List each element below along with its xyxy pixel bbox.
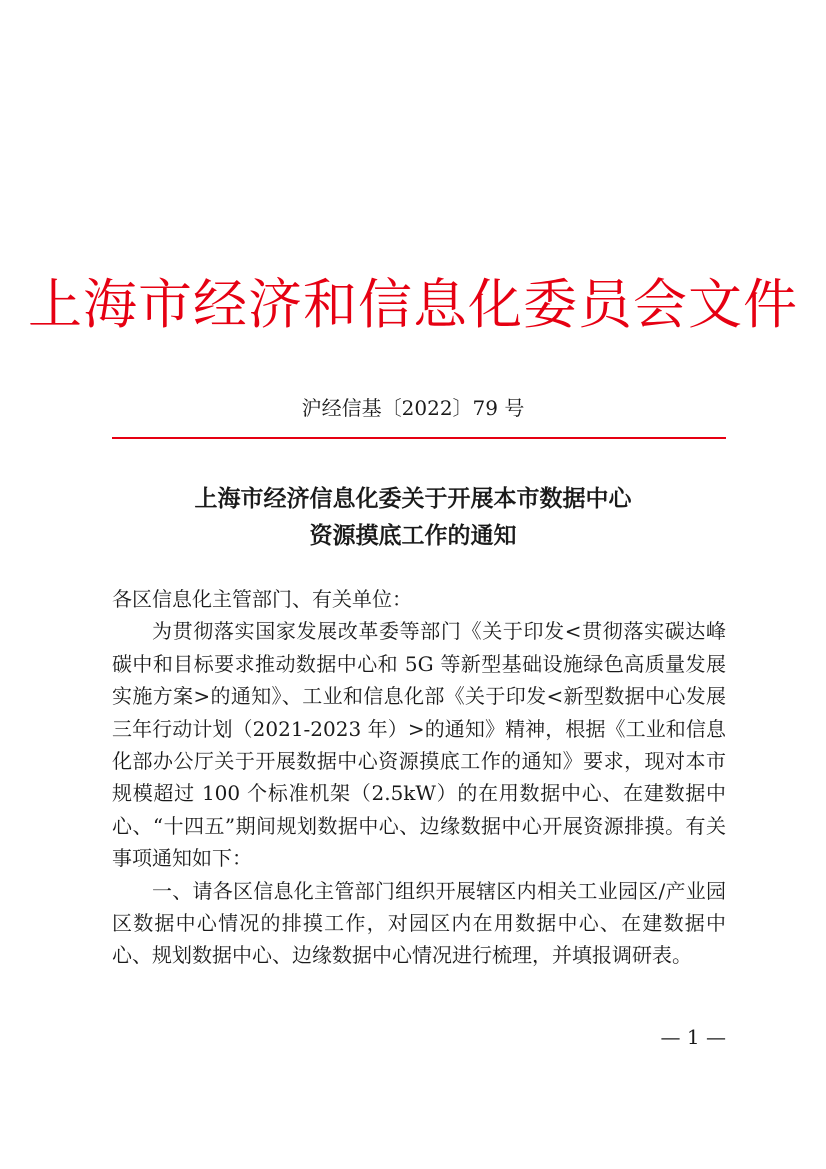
document-issuer-title: 上海市经济和信息化委员会文件 [28,273,798,336]
salutation: 各区信息化主管部门、有关单位： [112,587,412,611]
page-number: — 1 — [660,1025,726,1049]
body-paragraph-2: 一、请各区信息化主管部门组织开展辖区内相关工业园区/产业园区数据中心情况的排摸工作，对园区内在用数据中心、在建数据中心、规划数据中心、边缘数据中心情况进行梳理，并填报调研表。 [112,878,726,968]
document-body [112,583,726,972]
notice-title-line-1: 上海市经济信息化委关于开展本市数据中心 [194,485,632,512]
body-paragraph-1: 为贯彻落实国家发展改革委等部门《关于印发<贯彻落实碳达峰碳中和目标要求推动数据中心和 5G 等新型基础设施绿色高质量发展实施方案>的通知》、工业和信息化部《关于印发<新型数据中心发展三年行动计划（2021-2023 年）>的通知》精神，根据《工业和信息化部办公厅关于开展数据中心资源摸底工作的通知》要求，现对本市规模超过 100 个标准机架（2.5kW）的在用数据中心、在建数据中心、“十四五”期间规划数据中心、边缘数据中心开展资源排摸。有关事项通知如下： [112,619,726,871]
notice-title [0,480,826,554]
document-number: 沪经信基〔2022〕79 号 [301,396,525,420]
notice-title-line-2: 资源摸底工作的通知 [309,522,517,549]
red-divider-line [112,437,726,439]
